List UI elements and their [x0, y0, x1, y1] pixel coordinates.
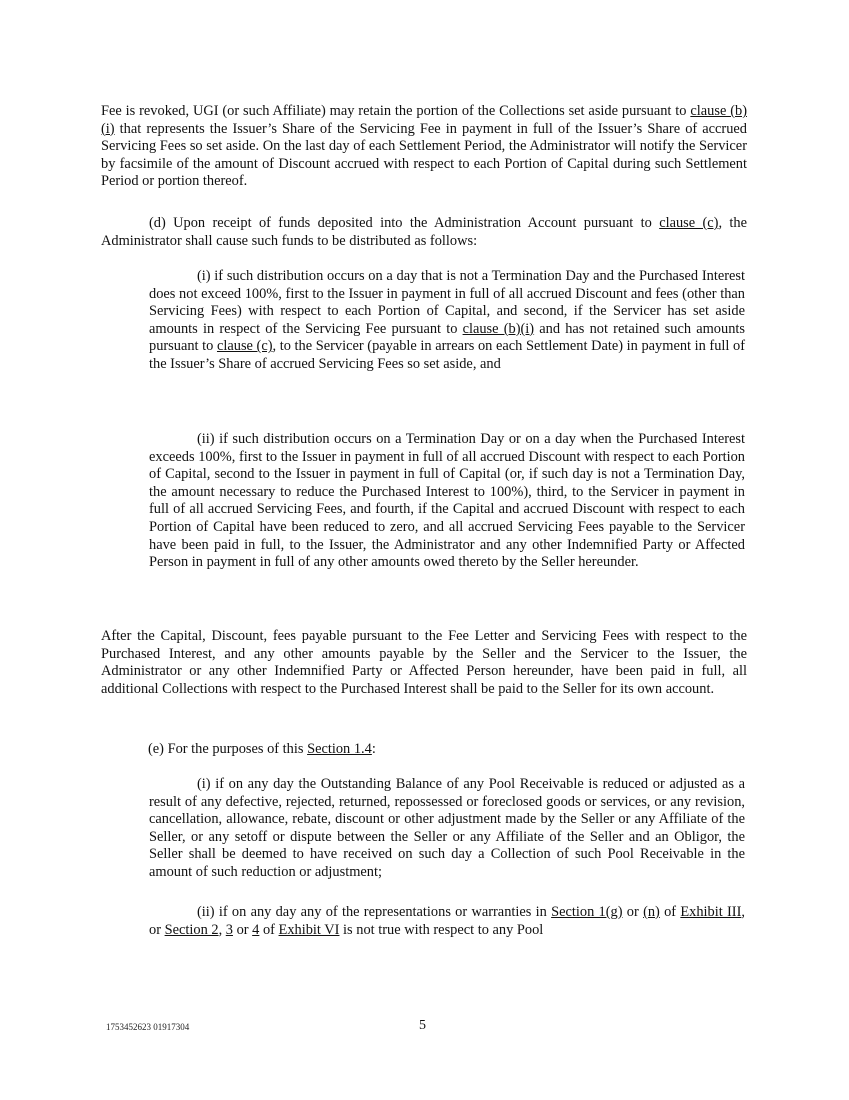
cross-reference-link: Exhibit III	[680, 904, 742, 920]
text: is not true with respect to any Pool	[339, 921, 544, 938]
cross-reference-link: clause (c)	[216, 338, 273, 355]
cross-reference-link: clause (b)(i)	[101, 103, 747, 137]
cross-reference-link: Exhibit VI	[278, 921, 340, 938]
paragraph-e-i	[149, 776, 745, 882]
text: or	[622, 904, 644, 920]
cross-reference-link: Section 1.4	[307, 741, 372, 757]
text: (ii) if such distribution occurs on a Termination Day or on a day when the Purchased Interest exceeds 100%, first to the Issuer in payment in full of all accrued Discount with respect to each Portion of Capital, second to the Issuer in payment in full of Capital (or, if such day is not a Termination Day, the amount necessary to reduce the Purchased Interest to 100%), third, to the Servicer in payment in full of all accrued Servicing Fees, and fourth, if the Capital and accrued Discount with respect to each Portion of Capital have been reduced to zero, and all accrued Servicing Fees payable to the Servicer have been paid in full, to the Issuer, the Administrator and any other Indemnified Party or Affected Person in payment in full of any other amounts owed thereto by the Seller hereunder.	[149, 431, 745, 571]
text: Fee is revoked, UGI (or such Affiliate) may retain the portion of the Collections set aside pursuant to	[101, 103, 691, 119]
text: After the Capital, Discount, fees payable pursuant to the Fee Letter and Servicing Fees with respect to the Purchased Interest, and any other amounts payable by the Seller and the Servicer to the Issuer, the Administrator or any other Indemnified Party or Affected Person hereunder, have been paid in full, all additional Collections with respect to the Purchased Interest shall be paid to the Seller for its own account.	[101, 628, 747, 697]
paragraph-d	[101, 215, 747, 250]
text: that represents the Issuer’s Share of the Servicing Fee in payment in full of the Issuer’s Share of accrued Servicing Fees so set aside. On the last day of each Settlement Period, the Administrator will notify the Servicer by facsimile of the amount of Discount accrued with respect to each Portion of Capital during such Settlement Period or portion thereof.	[101, 120, 747, 190]
text: , to the Servicer (payable in arrears on each Settlement Date) in payment in full of the Issuer’s Share of accrued Servicing Fees so set aside, and	[149, 338, 746, 372]
paragraph-after-capital	[101, 628, 747, 698]
paragraph-d-i	[149, 268, 745, 374]
text: (ii) if on any day any of the representations or warranties in	[197, 904, 552, 920]
cross-reference-link: Section 2	[164, 921, 219, 938]
text: of	[659, 904, 681, 920]
text: (i) if such distribution occurs on a day that is not a Termination Day and the Purchased Interest does not exceed 100%, first to the Issuer in payment in full of all accrued Discount and fees (other than Servicing Fees) with respect to each Portion of Capital, and second, if the Servicer has set aside amounts in respect of the Servicing Fee pursuant to	[149, 268, 745, 337]
paragraph-d-ii	[149, 431, 745, 572]
paragraph-e	[148, 741, 748, 759]
text: , or	[149, 904, 745, 938]
text: (e) For the purposes of this	[148, 741, 308, 757]
paragraph-e-ii	[149, 904, 745, 939]
cross-reference-link: 4	[252, 921, 260, 938]
footer-document-id: 1753452623 01917304	[106, 1022, 190, 1032]
text: :	[371, 741, 376, 757]
page-number: 5	[419, 1018, 426, 1033]
cross-reference-link: clause (c)	[659, 215, 719, 231]
text: , the Administrator shall cause such funds to be distributed as follows:	[101, 215, 747, 249]
text: ,	[218, 921, 226, 938]
cross-reference-link: (n)	[643, 904, 660, 920]
text: or	[232, 921, 253, 938]
text: of	[259, 921, 279, 938]
text: (d) Upon receipt of funds deposited into the Administration Account pursuant to	[149, 215, 660, 231]
cross-reference-link: 3	[225, 921, 233, 938]
text: and has not retained such amounts pursuant to	[149, 320, 745, 355]
cross-reference-link: Section 1(g)	[551, 904, 623, 920]
cross-reference-link: clause (b)(i)	[462, 320, 535, 337]
paragraph-fee-revoked	[101, 103, 747, 191]
text: (i) if on any day the Outstanding Balance of any Pool Receivable is reduced or adjusted as a result of any defective, rejected, returned, repossessed or foreclosed goods or services, or any revision, cancellation, allowance, rebate, discount or other adjustment made by the Seller or any Affiliate of the Seller, or any setoff or dispute between the Seller or any Affiliate of the Seller and an Obligor, the Seller shall be deemed to have received on such day a Collection of such Pool Receivable in the amount of such reduction or adjustment;	[149, 776, 745, 880]
